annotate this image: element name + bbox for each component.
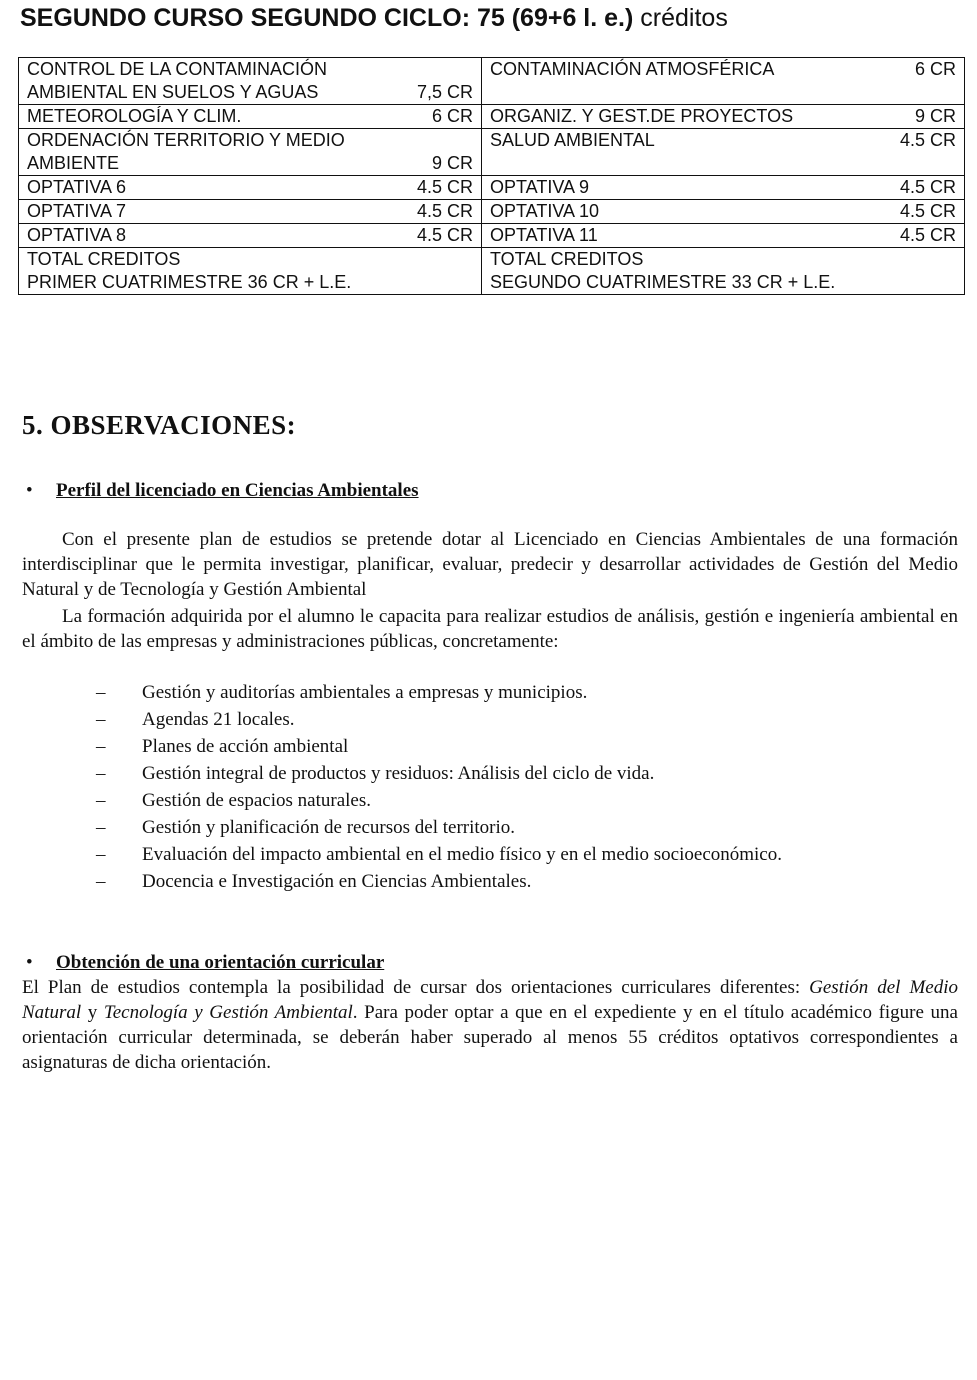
list-item	[96, 707, 796, 732]
dash-icon: –	[96, 763, 106, 784]
credit-value: 9 CR	[914, 106, 956, 126]
subject-name: TOTAL CREDITOS SEGUNDO CUATRIMESTRE 33 CR + L.E.	[490, 249, 836, 292]
credit-value: 9 CR	[431, 153, 473, 173]
heading-normal: créditos	[640, 4, 728, 32]
total-second-term-cell	[482, 248, 965, 295]
list-item-text: Gestión y auditorías ambientales a empresas y municipios.	[142, 682, 588, 703]
perfil-title: Perfil del licenciado en Ciencias Ambientales	[56, 480, 419, 501]
perfil-paragraph-1: Con el presente plan de estudios se pretende dotar al Licenciado en Ciencias Ambientales de una formación interdisciplinar que le permita investigar, planificar, evaluar, predecir y desarrollar actividades de Gestión del Medio Natural y de Tecnología y Gestión Ambiental	[22, 529, 958, 600]
credits-table-body	[19, 58, 965, 295]
credit-value: 4.5 CR	[899, 130, 956, 150]
list-item	[96, 842, 796, 867]
right-subject-cell	[482, 129, 965, 176]
section-title: 5. OBSERVACIONES:	[22, 410, 297, 440]
list-item	[96, 869, 796, 894]
table-total-row	[19, 248, 965, 295]
page-heading	[20, 4, 728, 33]
list-item	[96, 788, 796, 813]
list-item-text: Docencia e Investigación en Ciencias Ambientales.	[142, 871, 532, 892]
table-row	[19, 129, 965, 176]
dash-icon: –	[96, 844, 106, 865]
obtencion-text-b: y	[81, 1002, 104, 1023]
perfil-heading	[26, 478, 419, 503]
dash-icon: –	[96, 817, 106, 838]
list-item-text: Gestión y planificación de recursos del territorio.	[142, 817, 516, 838]
perfil-paragraph-2: La formación adquirida por el alumno le capacita para realizar estudios de análisis, gestión e ingeniería ambiental en el ámbito de las empresas y administraciones públicas, concretamente:	[22, 606, 958, 652]
credit-value: 4.5 CR	[899, 177, 956, 197]
dash-icon: –	[96, 790, 106, 811]
credit-value: 4.5 CR	[899, 225, 956, 245]
list-item	[96, 680, 796, 705]
left-subject-cell	[19, 200, 482, 224]
subject-name: METEOROLOGÍA Y CLIM.	[27, 106, 242, 126]
subject-name: CONTROL DE LA CONTAMINACIÓN AMBIENTAL EN SUELOS Y AGUAS	[27, 59, 328, 102]
table-row	[19, 224, 965, 248]
list-item	[96, 815, 796, 840]
list-item-text: Agendas 21 locales.	[142, 709, 295, 730]
subject-name: OPTATIVA 8	[27, 225, 127, 245]
credit-value: 6 CR	[914, 59, 956, 79]
left-subject-cell	[19, 224, 482, 248]
list-item-text: Gestión de espacios naturales.	[142, 790, 371, 811]
obtencion-text-c: . Para poder optar a que en el expediente y en el título académico figure una orientación curricular determinada, se deberán haber superado al menos 55 créditos optativos correspondientes a asignaturas de dicha orientación.	[22, 1002, 958, 1073]
right-subject-cell	[482, 176, 965, 200]
right-subject-cell	[482, 105, 965, 129]
credit-value: 4.5 CR	[416, 177, 473, 197]
right-subject-cell	[482, 200, 965, 224]
subject-name: OPTATIVA 10	[490, 201, 600, 221]
credit-value: 6 CR	[431, 106, 473, 126]
total-first-term-cell	[19, 248, 482, 295]
heading-bold: SEGUNDO CURSO SEGUNDO CICLO: 75 (69+6 l. e.)	[20, 4, 634, 32]
obtencion-title: Obtención de una orientación curricular	[56, 952, 385, 973]
table-row	[19, 105, 965, 129]
subject-name: OPTATIVA 11	[490, 225, 598, 245]
table-row	[19, 200, 965, 224]
subject-name: OPTATIVA 7	[27, 201, 127, 221]
orientation-name-1: Gestión del Medio Natural	[22, 977, 959, 1023]
list-item-text: Planes de acción ambiental	[142, 736, 349, 757]
credit-value: 7,5 CR	[416, 82, 473, 102]
credits-table	[18, 57, 965, 295]
credit-value: 4.5 CR	[416, 201, 473, 221]
right-subject-cell	[482, 58, 965, 105]
right-subject-cell	[482, 224, 965, 248]
dash-icon: –	[96, 871, 106, 892]
left-subject-cell	[19, 105, 482, 129]
list-item-text: Gestión integral de productos y residuos: Análisis del ciclo de vida.	[142, 763, 655, 784]
list-item-text: Evaluación del impacto ambiental en el medio físico y en el medio socioeconómico.	[142, 844, 782, 865]
orientation-name-2: Tecnología y Gestión Ambiental	[103, 1002, 353, 1023]
table-row	[19, 58, 965, 105]
bullet-icon: •	[26, 952, 33, 973]
credit-value: 4.5 CR	[416, 225, 473, 245]
table-row	[19, 176, 965, 200]
dash-icon: –	[96, 709, 106, 730]
subject-name: ORDENACIÓN TERRITORIO Y MEDIO AMBIENTE	[27, 130, 345, 173]
bullet-icon: •	[26, 480, 33, 501]
activities-list	[96, 680, 796, 896]
subject-name: SALUD AMBIENTAL	[490, 130, 655, 150]
list-item	[96, 761, 796, 786]
left-subject-cell	[19, 129, 482, 176]
left-subject-cell	[19, 58, 482, 105]
subject-name: CONTAMINACIÓN ATMOSFÉRICA	[490, 59, 775, 79]
subject-name: OPTATIVA 6	[27, 177, 127, 197]
subject-name: ORGANIZ. Y GEST.DE PROYECTOS	[490, 106, 794, 126]
credit-value: 4.5 CR	[899, 201, 956, 221]
dash-icon: –	[96, 682, 106, 703]
list-item	[96, 734, 796, 759]
obtencion-heading	[26, 950, 384, 975]
subject-name: TOTAL CREDITOS PRIMER CUATRIMESTRE 36 CR + L.E.	[27, 249, 352, 292]
obtencion-paragraph	[22, 975, 958, 1075]
left-subject-cell	[19, 176, 482, 200]
dash-icon: –	[96, 736, 106, 757]
obtencion-text-a: El Plan de estudios contempla la posibilidad de cursar dos orientaciones curriculares diferentes:	[22, 977, 810, 998]
subject-name: OPTATIVA 9	[490, 177, 590, 197]
